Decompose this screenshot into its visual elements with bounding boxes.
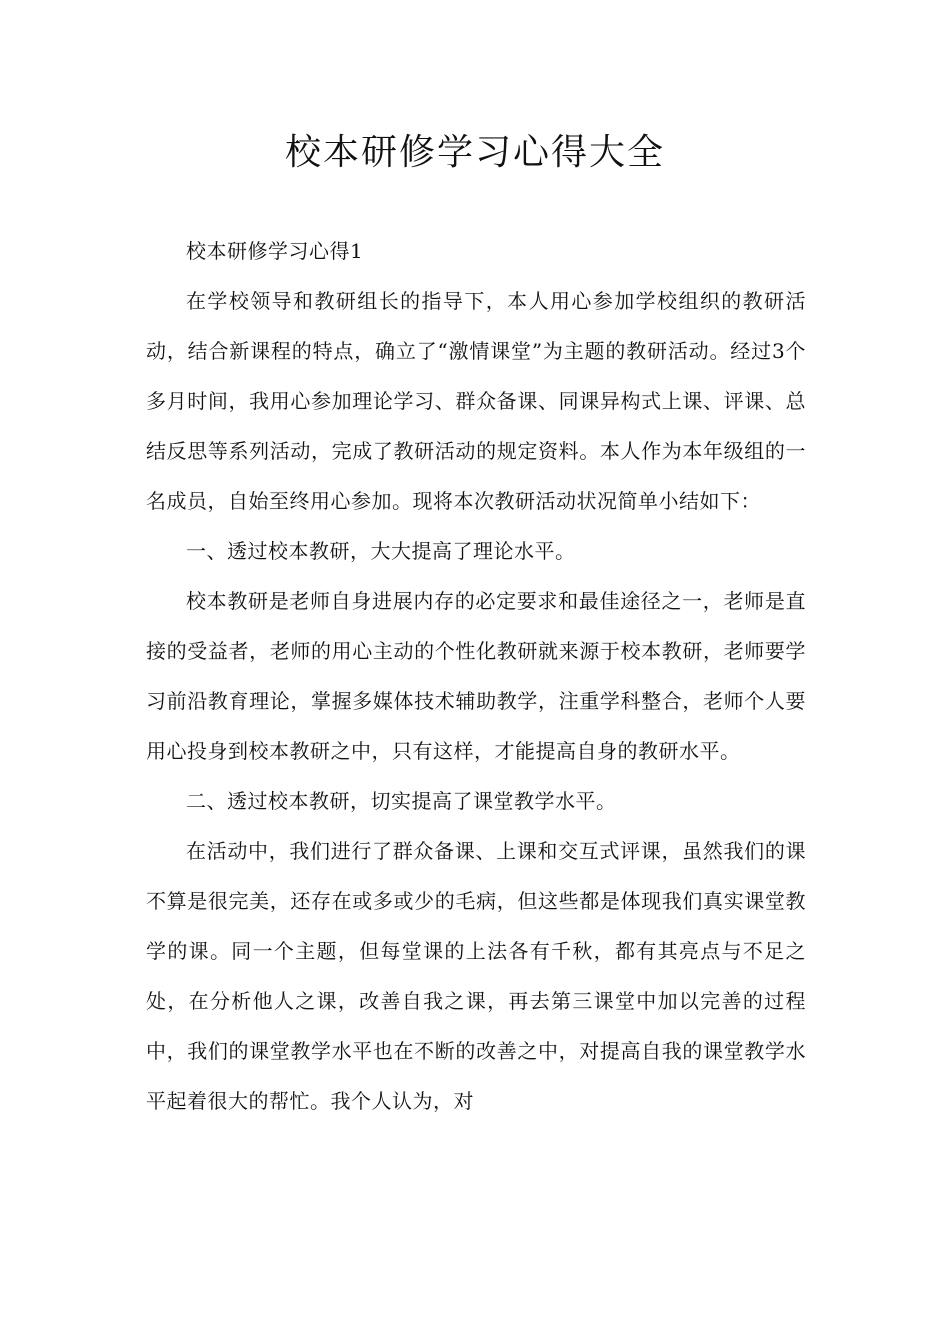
document-title: 校本研修学习心得大全 <box>284 132 665 173</box>
paragraph-intro: 在学校领导和教研组长的指导下，本人用心参加学校组织的教研活动，结合新课程的特点，确立了“激情课堂”为主题的教研活动。经过3个多月时间，我用心参加理论学习、群众备课、同课异构式上课、评课、总结反思等系列活动，完成了教研活动的规定资料。本人作为本年级组的一名成员，自始至终用心参加。现将本次教研活动状况简单小结如下： <box>146 289 806 513</box>
paragraph-point-2: 在活动中，我们进行了群众备课、上课和交互式评课，虽然我们的课不算是很完美，还存在或多或少的毛病，但这些都是体现我们真实课堂教学的课。同一个主题，但每堂课的上法各有千秋，都有其亮点与不足之处，在分析他人之课，改善自我之课，再去第三课堂中加以完善的过程中，我们的课堂教学水平也在不断的改善之中，对提高自我的课堂教学水平起着很大的帮忙。我个人认为，对 <box>146 839 806 1113</box>
document-body <box>146 226 806 1126</box>
section-heading-1: 校本研修学习心得1 <box>186 239 364 263</box>
paragraph-point-1: 校本教研是老师自身进展内存的必定要求和最佳途径之一，老师是直接的受益者，老师的用心主动的个性化教研就来源于校本教研，老师要学习前沿教育理论，掌握多媒体技术辅助教学，注重学科整合，老师个人要用心投身到校本教研之中，只有这样，才能提高自身的教研水平。 <box>146 589 806 763</box>
point-heading-2: 二、透过校本教研，切实提高了课堂教学水平。 <box>186 789 617 813</box>
point-heading-1: 一、透过校本教研，大大提高了理论水平。 <box>186 539 576 563</box>
